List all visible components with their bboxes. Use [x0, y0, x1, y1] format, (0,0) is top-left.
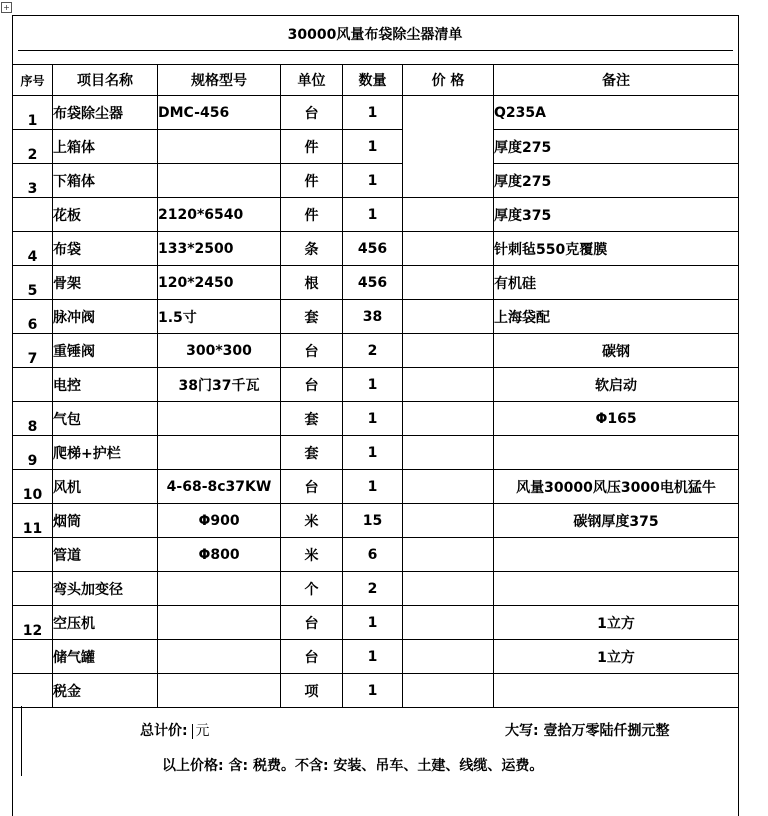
- table-row: [13, 538, 739, 572]
- row-spec: [158, 130, 281, 164]
- quote-table: [12, 64, 739, 708]
- row-spec: [158, 402, 281, 436]
- row-note: 1立方: [494, 606, 739, 640]
- header-unit: 单位: [281, 65, 343, 96]
- row-qty: 1: [343, 96, 403, 130]
- header-note: 备注: [494, 65, 739, 96]
- row-name: 布袋除尘器: [53, 96, 158, 130]
- row-qty: 1: [343, 130, 403, 164]
- row-price: [403, 368, 494, 402]
- table-row: [13, 470, 739, 504]
- row-spec: Φ900: [158, 504, 281, 538]
- table-row: [13, 572, 739, 606]
- row-unit: 米: [281, 538, 343, 572]
- total-price-label: 总计价:: [140, 723, 188, 739]
- row-no: [13, 674, 53, 708]
- row-qty: 1: [343, 436, 403, 470]
- price-terms-note: 以上价格: 含: 税费。不含: 安装、吊车、土建、线缆、运费。: [162, 758, 544, 774]
- row-note: 软启动: [494, 368, 739, 402]
- row-qty: 1: [343, 368, 403, 402]
- table-row: [13, 198, 739, 232]
- row-name: 脉冲阀: [53, 300, 158, 334]
- footer-inner-border: [21, 706, 22, 776]
- row-name: 税金: [53, 674, 158, 708]
- header-price: 价 格: [403, 65, 494, 96]
- table-row: [13, 402, 739, 436]
- row-price: [403, 402, 494, 436]
- table-row: [13, 266, 739, 300]
- row-price: [403, 538, 494, 572]
- row-no: [13, 198, 53, 232]
- row-note: [494, 436, 739, 470]
- row-unit: 件: [281, 130, 343, 164]
- row-spec: 1.5寸: [158, 300, 281, 334]
- table-row: [13, 436, 739, 470]
- row-spec: [158, 164, 281, 198]
- row-note: 碳钢厚度375: [494, 504, 739, 538]
- row-unit: 台: [281, 606, 343, 640]
- row-note: 碳钢: [494, 334, 739, 368]
- row-price: [403, 606, 494, 640]
- row-unit: 条: [281, 232, 343, 266]
- table-row: [13, 640, 739, 674]
- row-no: 2: [13, 130, 53, 164]
- row-price: [403, 674, 494, 708]
- row-qty: 2: [343, 334, 403, 368]
- row-spec: 2120*6540: [158, 198, 281, 232]
- row-note: 厚度275: [494, 164, 739, 198]
- row-note: Q235A: [494, 96, 739, 130]
- table-row: [13, 300, 739, 334]
- row-price: [403, 436, 494, 470]
- row-note: 厚度375: [494, 198, 739, 232]
- row-unit: 台: [281, 334, 343, 368]
- row-unit: 根: [281, 266, 343, 300]
- row-no: [13, 368, 53, 402]
- row-unit: 台: [281, 640, 343, 674]
- row-qty: 15: [343, 504, 403, 538]
- row-name: 骨架: [53, 266, 158, 300]
- table-row: [13, 368, 739, 402]
- row-qty: 1: [343, 402, 403, 436]
- row-note: Φ165: [494, 402, 739, 436]
- row-unit: 台: [281, 368, 343, 402]
- row-no: 9: [13, 436, 53, 470]
- row-spec: [158, 674, 281, 708]
- header-name: 项目名称: [53, 65, 158, 96]
- row-spec: [158, 606, 281, 640]
- row-price: [403, 572, 494, 606]
- row-no: 12: [13, 606, 53, 640]
- row-name: 弯头加变径: [53, 572, 158, 606]
- row-price: [403, 266, 494, 300]
- row-note: 风量30000风压3000电机猛牛: [494, 470, 739, 504]
- row-qty: 6: [343, 538, 403, 572]
- row-name: 气包: [53, 402, 158, 436]
- row-note: 有机硅: [494, 266, 739, 300]
- row-price: [403, 504, 494, 538]
- title-divider: [18, 50, 733, 51]
- header-row: [13, 65, 739, 96]
- row-no: [13, 572, 53, 606]
- row-unit: 件: [281, 198, 343, 232]
- total-price-unit: 元: [195, 723, 210, 739]
- table-row: [13, 674, 739, 708]
- row-spec: DMC-456: [158, 96, 281, 130]
- table-row: [13, 504, 739, 538]
- row-no: 1: [13, 96, 53, 130]
- row-qty: 1: [343, 164, 403, 198]
- row-note: [494, 538, 739, 572]
- row-no: 7: [13, 334, 53, 368]
- row-spec: [158, 436, 281, 470]
- table-row: [13, 164, 739, 198]
- table-row: [13, 232, 739, 266]
- row-name: 花板: [53, 198, 158, 232]
- row-spec: 38门37千瓦: [158, 368, 281, 402]
- row-qty: 1: [343, 674, 403, 708]
- row-no: 3: [13, 164, 53, 198]
- row-name: 爬梯+护栏: [53, 436, 158, 470]
- row-no: 10: [13, 470, 53, 504]
- row-name: 管道: [53, 538, 158, 572]
- row-price: [403, 198, 494, 232]
- row-qty: 456: [343, 266, 403, 300]
- row-qty: 1: [343, 198, 403, 232]
- row-qty: 1: [343, 606, 403, 640]
- row-price: [403, 334, 494, 368]
- row-name: 烟筒: [53, 504, 158, 538]
- row-price: [403, 470, 494, 504]
- row-note: [494, 572, 739, 606]
- row-no: 8: [13, 402, 53, 436]
- row-unit: 套: [281, 300, 343, 334]
- row-name: 空压机: [53, 606, 158, 640]
- row-spec: 4-68-8c37KW: [158, 470, 281, 504]
- document-title: 30000风量布袋除尘器清单: [287, 27, 463, 43]
- row-note: 厚度275: [494, 130, 739, 164]
- row-unit: 台: [281, 96, 343, 130]
- row-qty: 456: [343, 232, 403, 266]
- row-note: [494, 674, 739, 708]
- row-spec: Φ800: [158, 538, 281, 572]
- header-no: 序号: [13, 65, 53, 96]
- row-note: 1立方: [494, 640, 739, 674]
- row-qty: 38: [343, 300, 403, 334]
- row-unit: 台: [281, 470, 343, 504]
- row-spec: 120*2450: [158, 266, 281, 300]
- text-cursor: [192, 724, 193, 739]
- row-no: 6: [13, 300, 53, 334]
- row-price: [403, 300, 494, 334]
- row-spec: [158, 572, 281, 606]
- row-name: 风机: [53, 470, 158, 504]
- row-name: 重锤阀: [53, 334, 158, 368]
- row-note: 上海袋配: [494, 300, 739, 334]
- row-qty: 1: [343, 470, 403, 504]
- total-price-field[interactable]: [140, 720, 209, 740]
- header-spec: 规格型号: [158, 65, 281, 96]
- row-unit: 套: [281, 402, 343, 436]
- total-in-words: 大写: 壹拾万零陆仟捌元整: [505, 723, 670, 739]
- row-note: 针刺毡550克覆膜: [494, 232, 739, 266]
- row-no: [13, 538, 53, 572]
- header-qty: 数量: [343, 65, 403, 96]
- row-name: 储气罐: [53, 640, 158, 674]
- row-name: 上箱体: [53, 130, 158, 164]
- row-price: [403, 232, 494, 266]
- row-no: [13, 640, 53, 674]
- row-unit: 个: [281, 572, 343, 606]
- row-no: 4: [13, 232, 53, 266]
- row-spec: [158, 640, 281, 674]
- row-spec: 300*300: [158, 334, 281, 368]
- row-name: 布袋: [53, 232, 158, 266]
- row-qty: 1: [343, 640, 403, 674]
- row-unit: 件: [281, 164, 343, 198]
- table-row: [13, 334, 739, 368]
- row-spec: 133*2500: [158, 232, 281, 266]
- table-move-handle-icon[interactable]: +: [1, 2, 12, 13]
- row-no: 11: [13, 504, 53, 538]
- row-unit: 米: [281, 504, 343, 538]
- row-unit: 项: [281, 674, 343, 708]
- price-cell-merged: [403, 96, 494, 198]
- table-row: [13, 606, 739, 640]
- row-no: 5: [13, 266, 53, 300]
- table-row: [13, 130, 739, 164]
- row-price: [403, 640, 494, 674]
- row-unit: 套: [281, 436, 343, 470]
- table-row: [13, 96, 739, 130]
- row-qty: 2: [343, 572, 403, 606]
- row-name: 下箱体: [53, 164, 158, 198]
- row-name: 电控: [53, 368, 158, 402]
